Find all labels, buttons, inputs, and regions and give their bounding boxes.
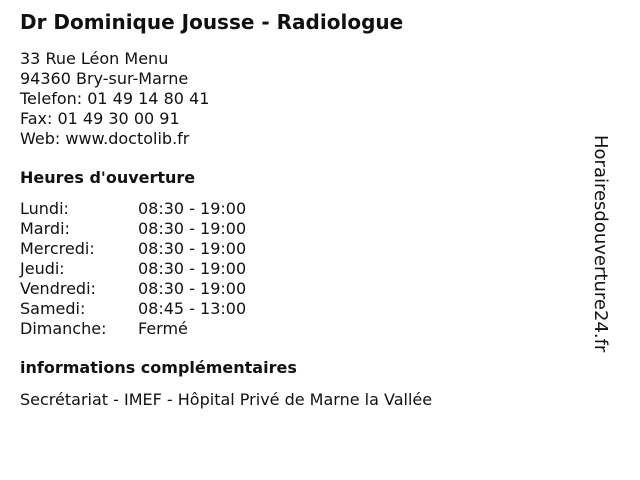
hours-value: 08:30 - 19:00 bbox=[138, 259, 247, 278]
phone-number: Telefon: 01 49 14 80 41 bbox=[20, 89, 210, 108]
hours-value: 08:30 - 19:00 bbox=[138, 199, 247, 218]
day-label: Vendredi: bbox=[20, 279, 96, 298]
hours-row-tuesday bbox=[20, 219, 600, 239]
additional-info-heading: informations complémentaires bbox=[20, 358, 297, 377]
hours-row-thursday bbox=[20, 259, 600, 279]
website-label: Web: bbox=[20, 129, 66, 148]
vertical-brand-watermark bbox=[588, 135, 636, 375]
practice-card bbox=[20, 8, 600, 411]
street-address: 33 Rue Léon Menu bbox=[20, 49, 169, 68]
hours-value: Fermé bbox=[138, 319, 188, 338]
hours-row-sunday bbox=[20, 319, 600, 339]
hours-value: 08:30 - 19:00 bbox=[138, 279, 247, 298]
brand-text: Horairesdouverture24.fr bbox=[590, 135, 611, 353]
day-label: Samedi: bbox=[20, 299, 86, 318]
hours-row-friday bbox=[20, 279, 600, 299]
hours-row-monday bbox=[20, 199, 600, 219]
postal-city: 94360 Bry-sur-Marne bbox=[20, 69, 189, 88]
hours-row-saturday bbox=[20, 299, 600, 319]
hours-value: 08:45 - 13:00 bbox=[138, 299, 247, 318]
hours-value: 08:30 - 19:00 bbox=[138, 219, 247, 238]
fax-number: Fax: 01 49 30 00 91 bbox=[20, 109, 180, 128]
hours-row-wednesday bbox=[20, 239, 600, 259]
website-row bbox=[20, 129, 600, 149]
day-label: Dimanche: bbox=[20, 319, 107, 338]
address-block bbox=[20, 49, 600, 149]
additional-info-text: Secrétariat - IMEF - Hôpital Privé de Marne la Vallée bbox=[20, 390, 433, 409]
practice-title: Dr Dominique Jousse - Radiologue bbox=[20, 10, 404, 34]
opening-hours-heading: Heures d'ouverture bbox=[20, 168, 196, 187]
hours-value: 08:30 - 19:00 bbox=[138, 239, 247, 258]
website-link[interactable]: www.doctolib.fr bbox=[65, 129, 190, 148]
day-label: Mercredi: bbox=[20, 239, 95, 258]
day-label: Lundi: bbox=[20, 199, 69, 218]
day-label: Jeudi: bbox=[20, 259, 65, 278]
day-label: Mardi: bbox=[20, 219, 70, 238]
opening-hours-list bbox=[20, 199, 600, 339]
